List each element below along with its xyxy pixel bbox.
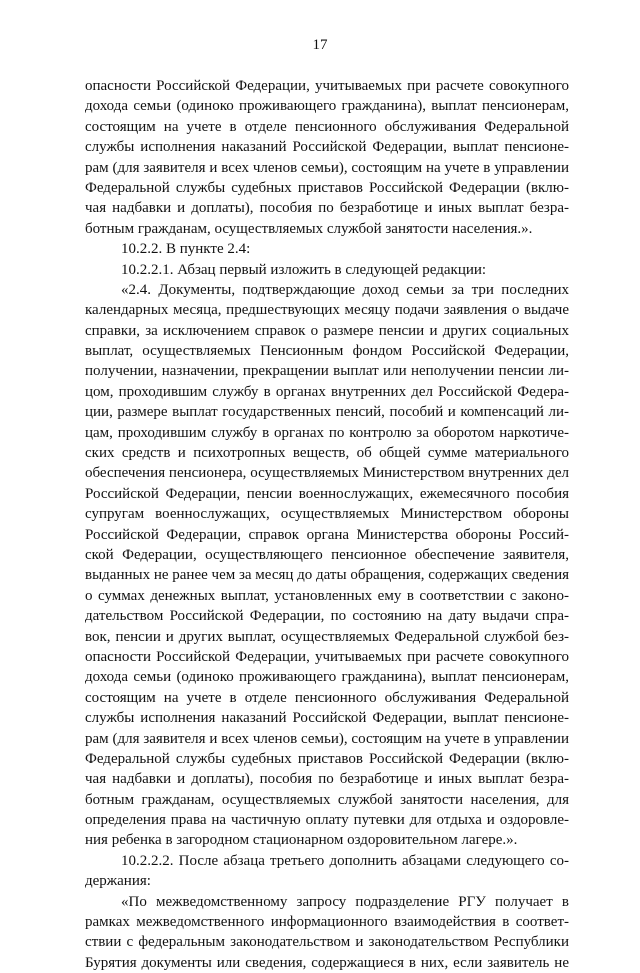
text-line: дательством Российской Федерации, по состоянию на дату выдачи спра- xyxy=(85,608,569,625)
text-line: ботным гражданам, осуществляемых службой занятости населения.». xyxy=(85,220,533,237)
document-body xyxy=(85,76,569,973)
text-line: «2.4. Документы, подтверждающие доход семьи за три последних xyxy=(121,281,569,298)
text-line: определения права на частичную оплату путевки для отдыха и оздоровле- xyxy=(85,812,569,829)
text-line: опасности Российской Федерации, учитываемых при расчете совокупного xyxy=(85,648,569,665)
text-line: 10.2.2.1. Абзац первый изложить в следующей редакции: xyxy=(121,261,487,278)
text-line: Российской Федерации, справок органа Министерства обороны Россий- xyxy=(85,526,569,543)
text-line: рам (для заявителя и всех членов семьи), состоящим на учете в управлении xyxy=(85,159,569,176)
text-line: держания: xyxy=(85,873,151,890)
text-line: ской Федерации, осуществляющего пенсионное обеспечение заявителя, xyxy=(85,546,569,563)
text-line: чая надбавки и доплаты), пособия по безработице и иных выплат безра- xyxy=(85,200,569,217)
text-line: о суммах денежных выплат, установленных ему в соответствии с законо- xyxy=(85,587,569,604)
text-line: состоящим на учете в отделе пенсионного обслуживания Федеральной xyxy=(85,118,569,135)
text-line: рам (для заявителя и всех членов семьи), состоящим на учете в управлении xyxy=(85,730,569,747)
text-line: выданных не ранее чем за месяц до даты обращения, содержащих сведения xyxy=(85,567,569,584)
text-line: Российской Федерации, пенсии военнослужащих, ежемесячного пособия xyxy=(85,485,569,502)
text-line: календарных месяца, предшествующих месяцу подачи заявления о выдаче xyxy=(85,302,569,319)
text-line: дохода семьи (одиноко проживающего гражданина), выплат пенсионерам, xyxy=(85,669,569,686)
text-line: Федеральной службы судебных приставов Российской Федерации (вклю- xyxy=(85,179,569,196)
text-line: ствии с федеральным законодательством и законодательством Республики xyxy=(85,934,569,951)
text-line: «По межведомственному запросу подразделение РГУ получает в xyxy=(121,893,569,910)
text-line: Бурятия документы или сведения, содержащиеся в них, если заявитель не xyxy=(85,954,569,971)
text-line: службы исполнения наказаний Российской Федерации, выплат пенсионе- xyxy=(85,710,569,727)
text-line: обеспечения пенсионера, осуществляемых Министерством внутренних дел xyxy=(85,465,569,482)
text-line: дохода семьи (одиноко проживающего гражданина), выплат пенсионерам, xyxy=(85,98,569,115)
text-line: получении, назначении, прекращении выплат или неполучении пенсии ли- xyxy=(85,363,569,380)
text-line: выплат, осуществляемых Пенсионным фондом Российской Федерации, xyxy=(85,343,569,360)
page-number: 17 xyxy=(312,37,328,53)
text-line: опасности Российской Федерации, учитываемых при расчете совокупного xyxy=(85,78,569,94)
text-line: справки, за исключением справок о размере пенсии и других социальных xyxy=(85,322,569,339)
text-line: ции, размере выплат государственных пенсий, пособий и компенсаций ли- xyxy=(85,404,569,421)
text-line: чая надбавки и доплаты), пособия по безработице и иных выплат безра- xyxy=(85,771,569,788)
text-line: цам, проходившим службу в органах по контролю за оборотом наркотиче- xyxy=(85,424,569,441)
text-line: вок, пенсии и других выплат, осуществляемых Федеральной службой без- xyxy=(85,628,569,645)
text-line: супругам военнослужащих, осуществляемых Министерством обороны xyxy=(85,506,569,523)
text-line: рамках межведомственного информационного взаимодействия в соответ- xyxy=(85,914,569,931)
text-line: службы исполнения наказаний Российской Федерации, выплат пенсионе- xyxy=(85,139,569,156)
text-line: Федеральной службы судебных приставов Российской Федерации (вклю- xyxy=(85,750,569,767)
text-line: 10.2.2.2. После абзаца третьего дополнить абзацами следующего со- xyxy=(121,852,569,869)
text-line: ботным гражданам, осуществляемых службой занятости населения, для xyxy=(85,791,569,808)
text-line: 10.2.2. В пункте 2.4: xyxy=(121,241,251,258)
text-line: ния ребенка в загородном стационарном оздоровительном лагере.». xyxy=(85,832,518,849)
text-line: ских средств и психотропных веществ, об общей сумме материального xyxy=(85,445,569,462)
text-line: цом, проходившим службу в органах внутренних дел Российской Федера- xyxy=(85,383,569,400)
text-line: состоящим на учете в отделе пенсионного обслуживания Федеральной xyxy=(85,689,569,706)
